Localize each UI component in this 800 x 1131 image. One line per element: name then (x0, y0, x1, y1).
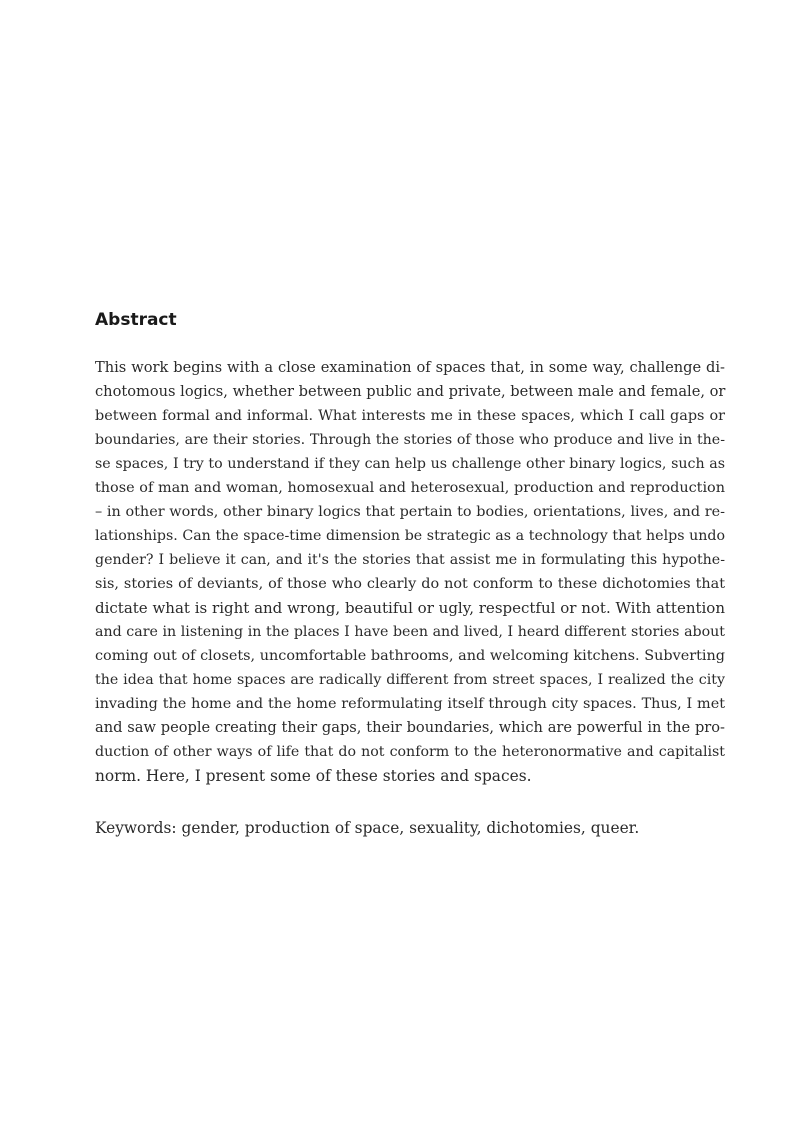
abstract-line: and saw people creating their gaps, their boundaries, which are powerful in the pro- (95, 719, 725, 736)
abstract-line: chotomous logics, whether between public and private, between male and female, or (95, 383, 726, 400)
abstract-line: the idea that home spaces are radically different from street spaces, I realized the city (95, 672, 725, 688)
abstract-line: – in other words, other binary logics that pertain to bodies, orientations, lives, and re- (95, 504, 725, 520)
keywords-line: Keywords: gender, production of space, sexuality, dichotomies, queer. (95, 819, 640, 837)
abstract-line: norm. Here, I present some of these stories and spaces. (95, 767, 532, 785)
abstract-line: those of man and woman, homosexual and heterosexual, production and reproduction (95, 480, 725, 496)
abstract-line: se spaces, I try to understand if they can help us challenge other binary logics, such as (95, 456, 725, 472)
abstract-line: lationships. Can the space-time dimension be strategic as a technology that helps undo (95, 528, 725, 544)
abstract-line: This work begins with a close examination of spaces that, in some way, challenge di- (95, 359, 725, 376)
abstract-body (95, 356, 725, 788)
abstract-line: duction of other ways of life that do not conform to the heteronormative and capitalist (95, 744, 725, 760)
abstract-line: boundaries, are their stories. Through the stories of those who produce and live in the- (95, 432, 725, 448)
abstract-line: sis, stories of deviants, of those who clearly do not conform to these dichotomies that (95, 576, 725, 592)
abstract-heading: Abstract (95, 310, 177, 330)
abstract-line: gender? I believe it can, and it's the stories that assist me in formulating this hypothe- (95, 552, 725, 568)
abstract-line: coming out of closets, uncomfortable bathrooms, and welcoming kitchens. Subverting (95, 648, 725, 664)
abstract-line: and care in listening in the places I have been and lived, I heard different stories about (95, 624, 725, 640)
abstract-line: dictate what is right and wrong, beautiful or ugly, respectful or not. With attention (95, 599, 725, 617)
abstract-line: invading the home and the home reformulating itself through city spaces. Thus, I met (95, 696, 725, 712)
abstract-line: between formal and informal. What interests me in these spaces, which I call gaps or (95, 408, 725, 424)
